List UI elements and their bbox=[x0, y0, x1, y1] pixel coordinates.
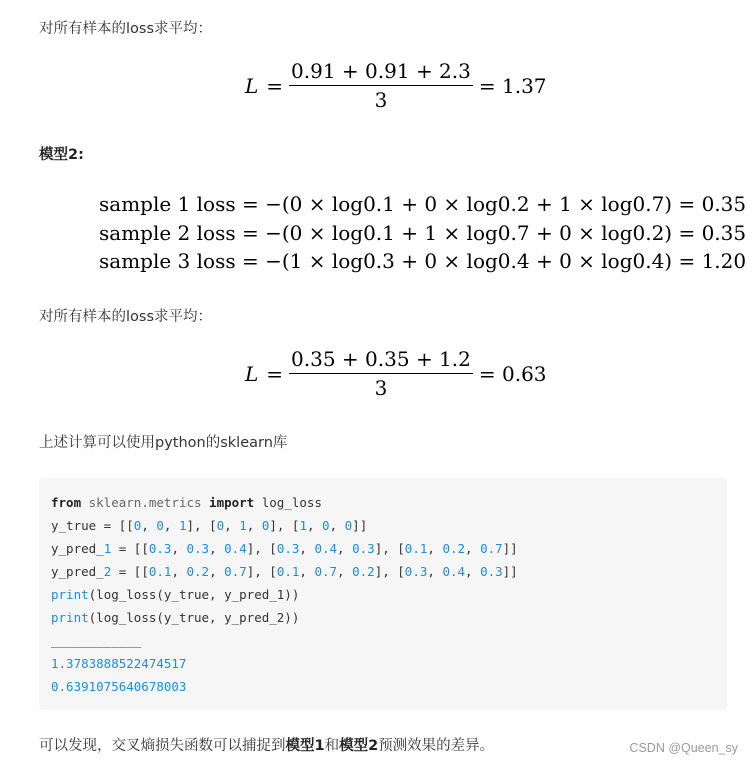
keyword-from: from bbox=[51, 495, 82, 510]
sample-label: sample 2 loss bbox=[99, 220, 236, 245]
equation-lhs: L bbox=[245, 73, 259, 98]
code-call: (log_loss(y_true, y_pred_2)) bbox=[88, 610, 300, 625]
fraction bbox=[289, 60, 473, 111]
model2-heading bbox=[39, 145, 84, 165]
fraction bbox=[289, 348, 473, 399]
para-sklearn: 上述计算可以使用python的sklearn库 bbox=[39, 435, 288, 451]
code-call: (log_loss(y_true, y_pred_1)) bbox=[88, 587, 300, 602]
equation-lhs: L bbox=[245, 361, 259, 386]
sample-loss-equations bbox=[99, 190, 746, 276]
para-average-1: 对所有样本的loss求平均： bbox=[39, 21, 213, 37]
equation-result: = 0.63 bbox=[478, 361, 547, 386]
sample-equation bbox=[99, 190, 746, 219]
builtin-print: print bbox=[51, 587, 89, 602]
equation-equals: = bbox=[266, 73, 284, 98]
conclusion bbox=[39, 736, 494, 756]
model2-heading-text: 模型2: bbox=[39, 147, 84, 163]
fraction-denominator: 3 bbox=[374, 88, 388, 112]
equation-average-2 bbox=[245, 348, 547, 399]
fraction-denominator: 3 bbox=[374, 376, 388, 400]
equation-average-1 bbox=[245, 60, 547, 111]
code-line: y_pred_1 = [[0.3, 0.3, 0.4], [0.3, 0.4, 0.3], [0.1, 0.2, 0.7]] bbox=[51, 541, 518, 556]
conclusion-model2: 模型2 bbox=[339, 738, 379, 754]
code-line: y_pred_2 = [[0.1, 0.2, 0.7], [0.1, 0.7, 0.2], [0.3, 0.4, 0.3]] bbox=[51, 564, 518, 579]
sample-equation bbox=[99, 219, 746, 248]
conclusion-model1: 模型1 bbox=[285, 738, 325, 754]
sample-expression: = −(0 × log0.1 + 0 × log0.2 + 1 × log0.7) = 0.35 bbox=[241, 192, 747, 216]
para-average-2: 对所有样本的loss求平均： bbox=[39, 309, 213, 325]
code-output: 0.6391075640678003 bbox=[51, 679, 187, 694]
sample-label: sample 1 loss bbox=[99, 192, 236, 216]
sample-expression: = −(1 × log0.3 + 0 × log0.4 + 0 × log0.4) = 1.20 bbox=[241, 249, 747, 273]
code-line: y_true = [[0, 0, 1], [0, 1, 0], [1, 0, 0]] bbox=[51, 518, 368, 533]
keyword-import: import bbox=[209, 495, 255, 510]
code-line bbox=[51, 583, 518, 606]
code-block[interactable] bbox=[39, 478, 727, 710]
code-output: 1.3783888522474517 bbox=[51, 656, 187, 671]
fraction-numerator: 0.35 + 0.35 + 1.2 bbox=[289, 348, 473, 374]
code-content bbox=[51, 491, 518, 698]
conclusion-text: 和 bbox=[324, 738, 340, 754]
sample-expression: = −(0 × log0.1 + 1 × log0.7 + 0 × log0.2) = 0.35 bbox=[241, 220, 747, 245]
builtin-print: print bbox=[51, 610, 89, 625]
code-separator: ____________ bbox=[51, 633, 142, 648]
watermark: CSDN @Queen_sy bbox=[629, 741, 738, 755]
sample-label: sample 3 loss bbox=[99, 249, 236, 273]
import-name: log_loss bbox=[254, 495, 322, 510]
code-line bbox=[51, 606, 518, 629]
module-name: sklearn.metrics bbox=[81, 495, 210, 510]
conclusion-text: 可以发现，交叉熵损失函数可以捕捉到 bbox=[39, 738, 286, 754]
equation-equals: = bbox=[266, 361, 284, 386]
conclusion-text: 预测效果的差异。 bbox=[378, 738, 495, 754]
code-line bbox=[51, 491, 518, 514]
fraction-numerator: 0.91 + 0.91 + 2.3 bbox=[289, 60, 473, 86]
equation-result: = 1.37 bbox=[478, 73, 547, 98]
sample-equation bbox=[99, 247, 746, 276]
